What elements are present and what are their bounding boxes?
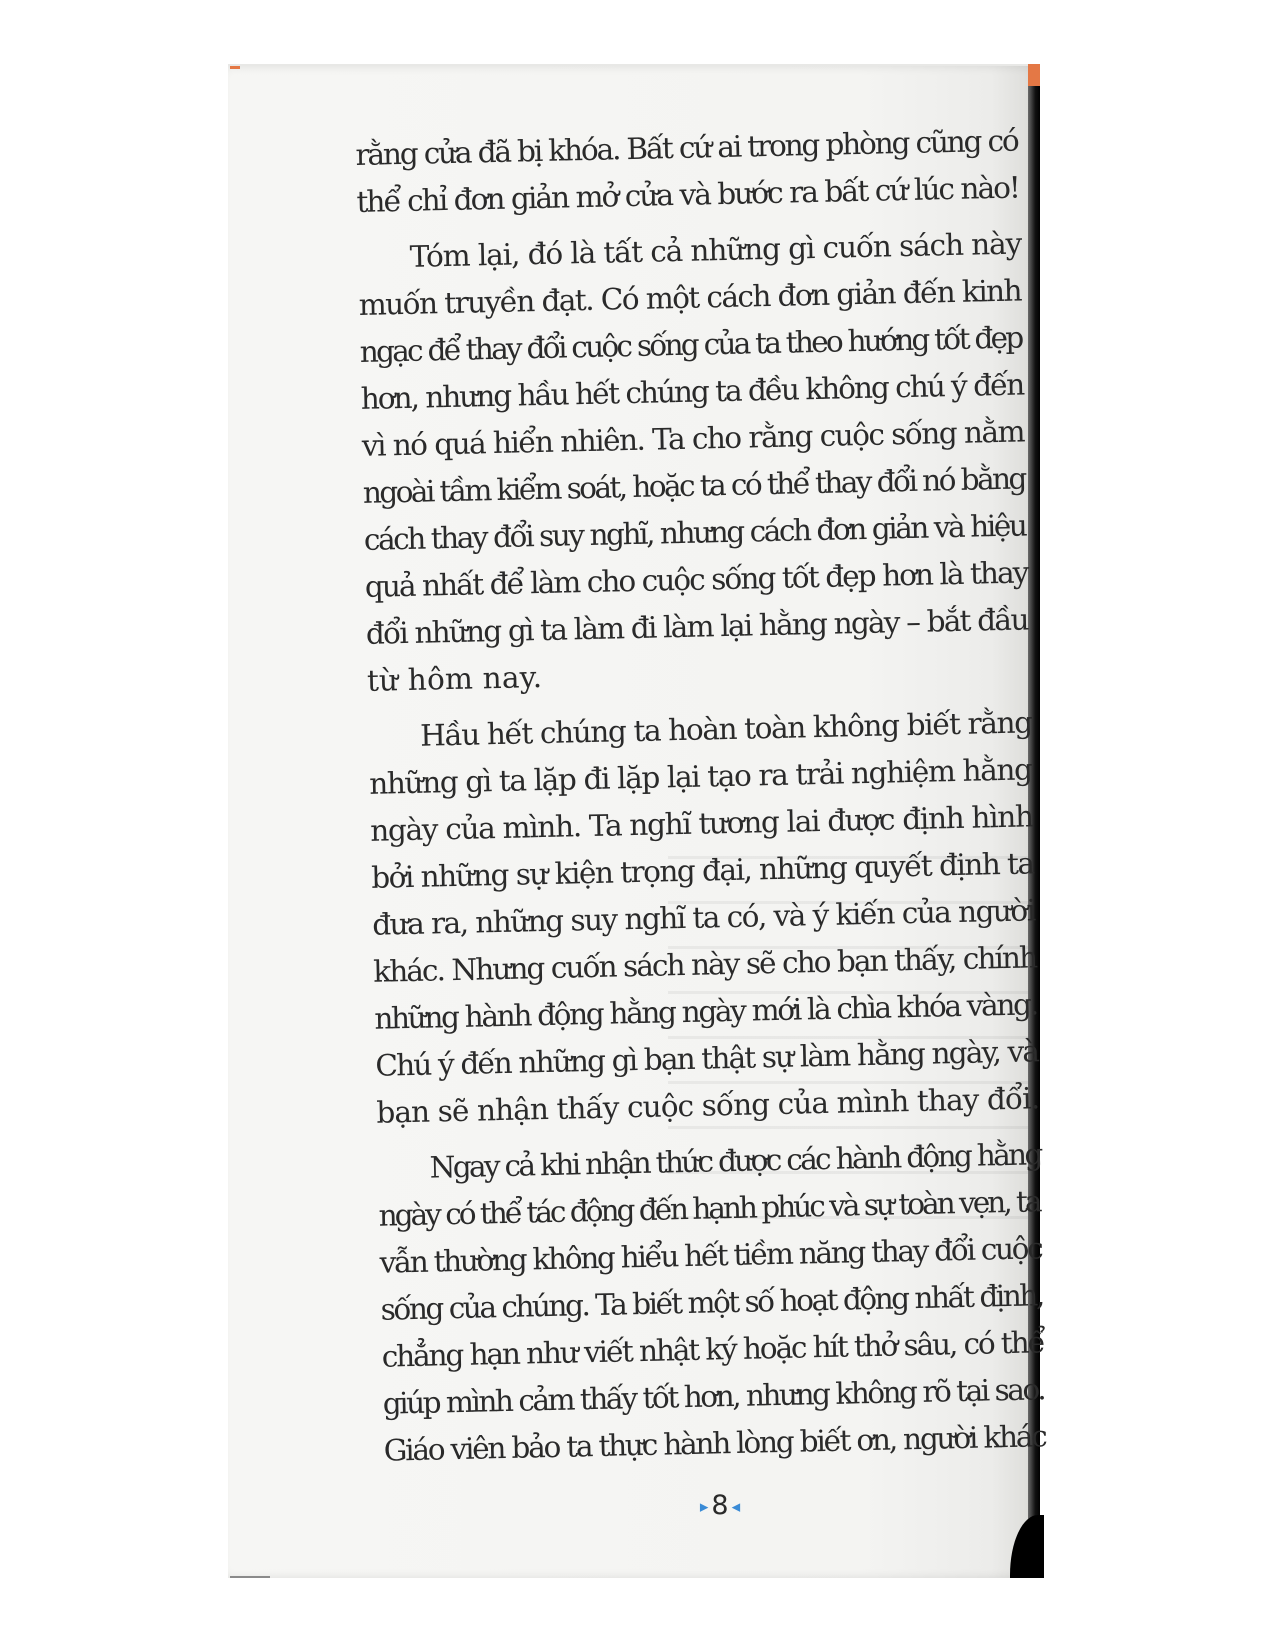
text-line: sống của chúng. Ta biết một số hoạt động nhất định, [380,1278,1044,1327]
text-line: Hầu hết chúng ta hoàn toàn không biết rằng [419,705,1033,753]
text-line: Chú ý đến những gì bạn thật sự làm hằng ngày, và [375,1034,1039,1083]
text-line: muốn truyền đạt. Có một cách đơn giản đến kinh [358,273,1022,322]
cover-corner-accent [1028,64,1040,86]
text-line: hơn, nhưng hầu hết chúng ta đều không chú ý đến [360,367,1024,416]
text-line: Tóm lại, đó là tất cả những gì cuốn sách này [409,226,1022,274]
text-line: đổi những gì ta làm đi làm lại hằng ngày – bắt đầu [365,602,1029,651]
text-line: ngày có thể tác động đến hạnh phúc và sự toàn vẹn, ta [378,1184,1040,1233]
text-line: cách thay đổi suy nghĩ, nhưng cách đơn giản và hiệu [363,508,1026,557]
paragraph [357,220,1039,705]
page-number [690,1490,750,1521]
text-line: bởi những sự kiện trọng đại, những quyết định ta [370,846,1034,895]
body-text [355,117,1056,1483]
text-line: thể chỉ đơn giản mở cửa và bước ra bất cứ lúc nào! [356,170,1020,219]
text-line: đưa ra, những suy nghĩ ta có, và ý kiến của người [371,893,1035,942]
text-line: bạn sẽ nhận thấy cuộc sống của mình thay đổi. [376,1081,1040,1130]
cover-edge-accent [230,66,240,69]
text-line: ngạc để thay đổi cuộc sống của ta theo hướng tốt đẹp [359,320,1022,369]
paragraph [368,699,1049,1137]
page-number-left-arrow-icon: ▸ [699,1496,709,1517]
text-line: quả nhất để làm cho cuộc sống tốt đẹp hơn là thay [364,555,1028,604]
text-line: ngày của mình. Ta nghĩ tương lai được định hình [369,799,1034,848]
text-line: chẳng hạn như viết nhật ký hoặc hít thở sâu, có thể [381,1325,1044,1374]
text-line: Giáo viên bảo ta thực hành lòng biết ơn, người khác [383,1419,1046,1468]
text-line: rằng cửa đã bị khóa. Bất cứ ai trong phòng cũng có [355,123,1018,172]
text-line: những gì ta lặp đi lặp lại tạo ra trải nghiệm hằng [368,752,1032,801]
text-line: những hành động hằng ngày mới là chìa khóa vàng. [373,987,1038,1036]
page-number-right-arrow-icon: ◂ [731,1496,741,1517]
page-bottom-edge [230,1576,270,1578]
paragraph [377,1131,1056,1475]
text-line: Ngay cả khi nhận thức được các hành động hằng [429,1137,1041,1185]
text-line: từ hôm nay. [366,660,543,698]
text-line: vì nó quá hiển nhiên. Ta cho rằng cuộc sống nằm [361,414,1025,463]
page-number-value: 8 [711,1490,729,1521]
text-line: giúp mình cảm thấy tốt hơn, nhưng không rõ tại sao. [382,1372,1045,1421]
text-line: khác. Nhưng cuốn sách này sẽ cho bạn thấy, chính [372,940,1037,989]
text-line: vẫn thường không hiểu hết tiềm năng thay đổi cuộc [379,1231,1042,1280]
paragraph [355,117,1029,226]
text-line: ngoài tầm kiểm soát, hoặc ta có thể thay đổi nó bằng [362,461,1026,510]
